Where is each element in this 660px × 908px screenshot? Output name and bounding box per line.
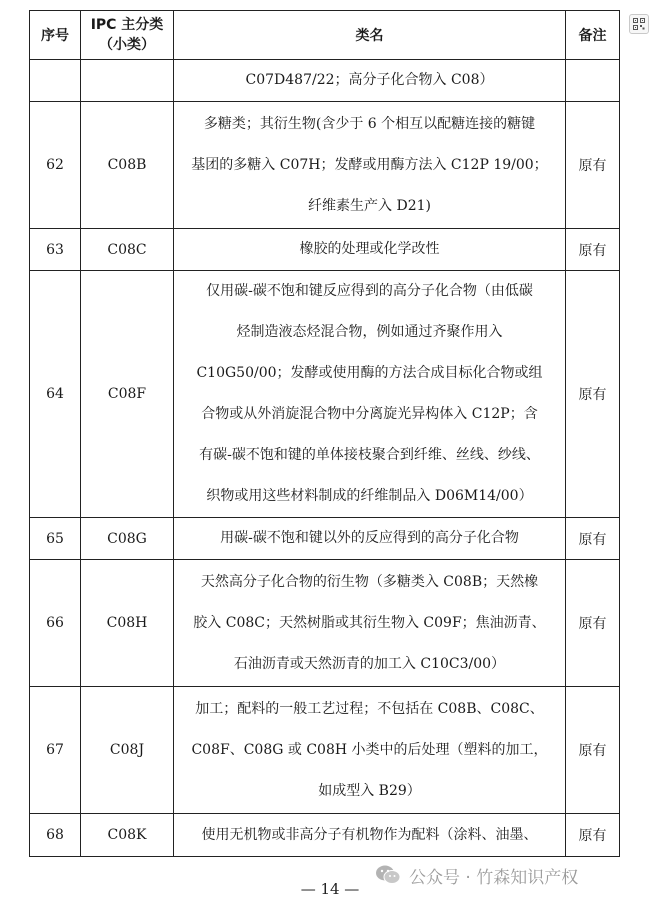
- qr-code-icon: [633, 18, 645, 30]
- class-name: [174, 102, 566, 229]
- row-number: 68: [30, 814, 81, 857]
- ipc-code: C08J: [81, 687, 174, 814]
- table-row: [30, 687, 620, 814]
- class-name-line: C10G50/00；发酵或使用酶的方法合成目标化合物或组: [196, 365, 543, 381]
- class-name-line: 纤维素生产入 D21): [308, 197, 431, 214]
- class-name-line: 橡胶的处理或化学改性: [299, 241, 440, 257]
- ipc-code: C08K: [81, 814, 174, 857]
- row-number: 67: [30, 687, 81, 814]
- class-name-line: 加工；配料的一般工艺过程；不包括在 C08B、C08C、: [195, 700, 544, 717]
- class-name-line: 合物或从外消旋混合物中分离旋光异构体入 C12P；含: [201, 406, 538, 422]
- watermark-text: 公众号 · 竹森知识产权: [409, 867, 579, 888]
- table-row: [30, 229, 620, 271]
- class-name-line: 仅用碳-碳不饱和键反应得到的高分子化合物（由低碳: [206, 283, 533, 299]
- header-ipc-line1: IPC 主分类: [90, 17, 164, 33]
- table-row: [30, 560, 620, 687]
- class-name-line: 多糖类；其衍生物(含少于 6 个相互以配糖连接的糖键: [203, 115, 536, 132]
- ipc-code: C08C: [81, 229, 174, 271]
- header-name: 类名: [174, 11, 566, 60]
- table-row: [30, 271, 620, 518]
- class-name-line: 烃制造液态烃混合物，例如通过齐聚作用入: [236, 324, 503, 340]
- header-ipc: [81, 11, 174, 60]
- table-row: [30, 814, 620, 857]
- ipc-code: C08H: [81, 560, 174, 687]
- table-header-row: [30, 11, 620, 60]
- class-name-line: 天然高分子化合物的衍生物（多糖类入 C08B；天然橡: [200, 573, 539, 590]
- class-name-line: 石油沥青或天然沥青的加工入 C10C3/00）: [233, 655, 506, 672]
- row-note: 原有: [566, 102, 620, 229]
- class-name-line: 如成型入 B29）: [318, 782, 421, 799]
- ipc-code: C08B: [81, 102, 174, 229]
- class-name-line: C07D487/22；高分子化合物入 C08）: [245, 72, 494, 88]
- class-name-line: 基团的多糖入 C07H；发酵或用酶方法入 C12P 19/00；: [191, 156, 548, 173]
- ipc-code: C08G: [81, 518, 174, 560]
- class-name-line: C08F、C08G 或 C08H 小类中的后处理（塑料的加工，: [191, 741, 548, 758]
- class-name: [174, 560, 566, 687]
- page-number: — 14 —: [300, 880, 360, 898]
- table-row: [30, 60, 620, 102]
- row-number: 62: [30, 102, 81, 229]
- class-name-line: 使用无机物或非高分子有机物作为配料（涂料、油墨、: [201, 826, 538, 843]
- header-no: 序号: [30, 11, 81, 60]
- class-name: [174, 518, 566, 560]
- row-number: [30, 60, 81, 102]
- header-ipc-line2: （小类）: [99, 37, 155, 53]
- class-name: [174, 229, 566, 271]
- class-name-line: 有碳-碳不饱和键的单体接枝聚合到纤维、丝线、纱线、: [199, 447, 540, 463]
- ipc-code: [81, 60, 174, 102]
- header-note: 备注: [566, 11, 620, 60]
- table-row: [30, 518, 620, 560]
- row-number: 63: [30, 229, 81, 271]
- class-name: [174, 60, 566, 102]
- row-number: 65: [30, 518, 81, 560]
- class-name: [174, 687, 566, 814]
- row-number: 64: [30, 271, 81, 518]
- ipc-code: C08F: [81, 271, 174, 518]
- qr-code-button[interactable]: [629, 14, 649, 34]
- class-name-line: 胶入 C08C；天然树脂或其衍生物入 C09F；焦油沥青、: [193, 614, 546, 631]
- table-row: [30, 102, 620, 229]
- class-name-line: 用碳-碳不饱和键以外的反应得到的高分子化合物: [220, 530, 519, 546]
- row-number: 66: [30, 560, 81, 687]
- row-note: 原有: [566, 229, 620, 271]
- class-name: [174, 271, 566, 518]
- class-name: [174, 814, 566, 857]
- ipc-classification-table: [29, 10, 620, 857]
- row-note: 原有: [566, 518, 620, 560]
- row-note: 原有: [566, 687, 620, 814]
- class-name-line: 织物或用这些材料制成的纤维制品入 D06M14/00）: [206, 488, 533, 504]
- row-note: 原有: [566, 560, 620, 687]
- row-note: 原有: [566, 814, 620, 857]
- row-note: 原有: [566, 271, 620, 518]
- row-note: [566, 60, 620, 102]
